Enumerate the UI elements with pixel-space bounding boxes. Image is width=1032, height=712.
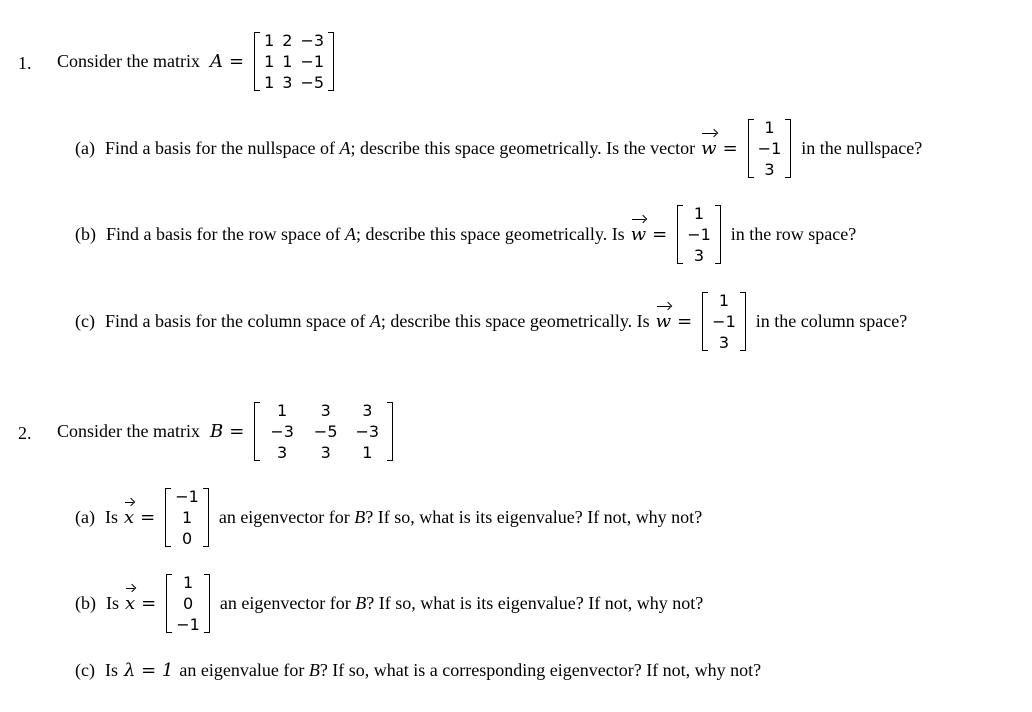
part-label: (a) [75,138,95,158]
equals-sign: = [722,138,738,159]
part-1a [75,117,922,180]
matrix-cell: 3 [362,401,373,420]
vector-entry: 1 [182,573,194,592]
vector-entry: 1 [181,508,193,527]
part-label: (c) [75,660,95,680]
part-text: an eigenvector for [219,593,351,613]
matrix-cell: 1 [277,401,288,420]
part-2b [75,572,703,635]
part-text: ? If so, what is its eigenvalue? If not, why not? [365,507,703,527]
problem-intro: Consider the matrix [57,51,200,71]
vector-symbol: w [630,224,647,245]
matrix-cell: −5 [300,73,325,92]
column-vector [165,486,209,549]
part-text: ; describe this space geometrically. Is [355,224,625,244]
part-text: in the row space? [730,224,857,244]
matrix-cell: 3 [282,73,293,92]
matrix-ref: A [344,224,356,244]
vector-entry: 3 [718,333,730,352]
matrix-cell: −3 [300,31,325,50]
matrix-ref: B [354,507,366,527]
vector-entry: −1 [757,139,782,158]
vector-entry: 1 [764,118,775,137]
matrix-cell: 1 [264,52,275,71]
vector-entry: −1 [687,225,711,244]
problem-intro: Consider the matrix [57,421,200,441]
vector-entry: 1 [718,291,730,310]
part-label: (c) [75,311,95,331]
equals-sign: = [677,311,693,332]
problem-number: 1. [18,53,32,73]
matrix-cell: 3 [277,443,288,462]
matrix-cell: −1 [300,52,325,71]
matrix-b [254,400,393,463]
vector-entry: 0 [181,529,193,548]
part-text: Is [106,593,119,613]
matrix-cell: 1 [282,52,293,71]
matrix-cell: 3 [320,443,331,462]
matrix-name: B [209,421,224,442]
problem-1-statement [57,30,338,93]
problem-2-statement [57,400,397,463]
vector-symbol: x [125,593,136,614]
part-1b [75,203,856,266]
matrix-cell: 2 [282,31,293,50]
part-label: (b) [75,593,96,613]
vector-entry: 3 [764,160,775,179]
part-2a [75,486,702,549]
matrix-cell: −3 [355,422,380,441]
part-text: ? If so, what is a corresponding eigenvector? If not, why not? [319,660,762,680]
vector-entry: −1 [175,487,199,506]
part-text: in the nullspace? [801,138,923,158]
part-text: an eigenvector for [218,507,350,527]
vector-symbol: w [655,311,672,332]
equals-sign: = [140,507,156,528]
vector-symbol: x [123,507,135,528]
equals-sign: = [141,593,157,614]
matrix-name: A [209,51,223,72]
part-text: Find a basis for the column space of [104,311,366,331]
part-2c [75,660,761,681]
column-vector [166,572,210,635]
column-vector [677,203,721,266]
part-text: Find a basis for the nullspace of [104,138,335,158]
matrix-ref: A [369,311,381,331]
part-text: Is [104,507,118,527]
matrix-ref: B [355,593,367,613]
vector-entry: −1 [176,615,200,634]
vector-entry: 1 [693,204,705,223]
vector-symbol: w [701,138,717,159]
part-text: Is [104,660,118,680]
part-label: (b) [75,224,96,244]
matrix-ref: B [308,660,320,680]
equals-sign: = [229,421,245,442]
vector-entry: 0 [182,594,194,613]
part-label: (a) [75,507,95,527]
lambda-expression: λ = 1 [123,660,174,681]
part-1c [75,290,907,353]
part-text: ; describe this space geometrically. Is the vector [350,138,696,158]
part-text: Find a basis for the row space of [106,224,341,244]
vector-entry: 3 [693,246,705,265]
part-text: an eigenvalue for [179,660,305,680]
part-text: in the column space? [755,311,908,331]
part-text: ? If so, what is its eigenvalue? If not, why not? [366,593,704,613]
matrix-cell: 1 [264,31,275,50]
matrix-ref: A [339,138,351,158]
matrix-a [254,30,334,93]
column-vector [748,117,792,180]
part-text: ; describe this space geometrically. Is [380,311,650,331]
column-vector [702,290,746,353]
vector-entry: −1 [712,312,736,331]
matrix-cell: 3 [320,401,331,420]
matrix-cell: 1 [362,443,373,462]
matrix-cell: −3 [270,422,294,441]
matrix-cell: −5 [313,422,338,441]
problem-number: 2. [18,423,32,443]
equals-sign: = [652,224,668,245]
matrix-cell: 1 [264,73,275,92]
equals-sign: = [228,51,245,72]
